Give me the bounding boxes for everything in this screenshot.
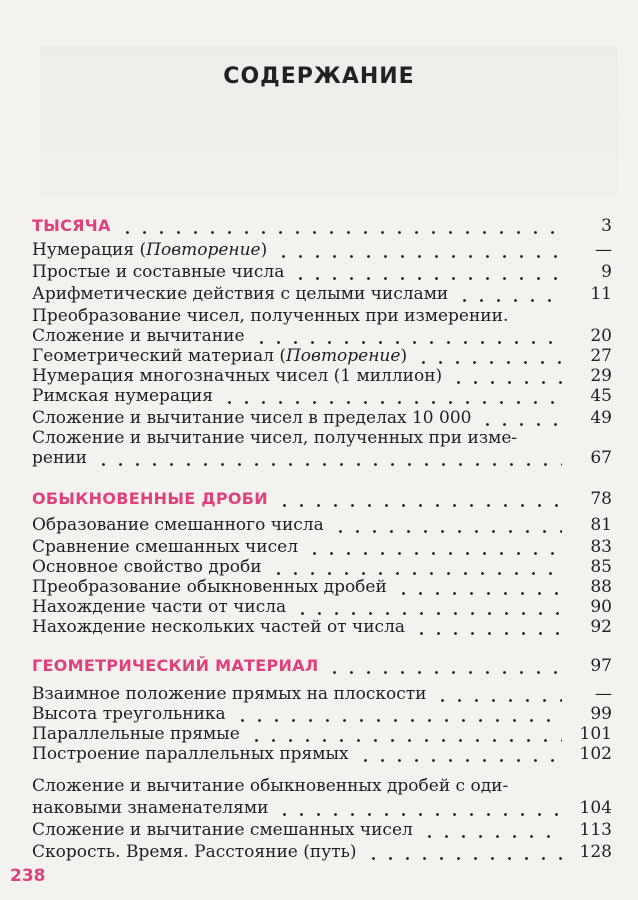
toc-entry[interactable] (32, 820, 612, 842)
leader-dots (365, 857, 562, 860)
entry-title: Нахождение части от числа (32, 597, 287, 617)
entry-page: 20 (590, 326, 612, 346)
toc-entry[interactable] (32, 798, 612, 820)
leader-dots (306, 552, 562, 555)
entry-page: 29 (590, 366, 612, 386)
entry-page: 81 (590, 515, 612, 535)
entry-title: Арифметические действия с целыми числами (32, 284, 449, 304)
leader-dots (275, 255, 562, 258)
entry-page: 85 (590, 557, 612, 577)
leader-dots (276, 813, 562, 816)
leader-dots (248, 739, 562, 742)
toc-entry[interactable] (32, 346, 612, 368)
entry-page: — (595, 684, 612, 704)
leader-dots (357, 759, 562, 762)
entry-title: Сравнение смешанных чисел (32, 537, 298, 557)
entry-title: Сложение и вычитание обыкновенных дробей с оди- (32, 776, 509, 796)
entry-title: Сложение и вычитание чисел в пределах 10 000 (32, 408, 472, 428)
leader-dots (413, 632, 562, 635)
leader-dots (415, 361, 562, 364)
entry-page: 9 (601, 262, 612, 282)
entry-title: Сложение и вычитание (32, 326, 245, 346)
toc-entry[interactable] (32, 617, 612, 639)
section-page: 97 (590, 656, 612, 676)
leader-dots (332, 530, 562, 533)
toc-entry[interactable] (32, 262, 612, 284)
toc-entry[interactable] (32, 577, 612, 599)
leader-dots (276, 504, 562, 507)
toc-entry[interactable] (32, 776, 612, 798)
leader-dots (234, 719, 562, 722)
toc-entry[interactable] (32, 326, 612, 348)
leader-dots (395, 592, 562, 595)
entry-page: 27 (590, 346, 612, 366)
toc-entry[interactable] (32, 306, 612, 328)
entry-page: 104 (579, 798, 612, 818)
toc-entry[interactable] (32, 284, 612, 306)
toc-entry[interactable] (32, 597, 612, 619)
page-title: СОДЕРЖАНИЕ (223, 64, 415, 89)
page-number: 238 (10, 866, 46, 886)
entry-title: Высота треугольника (32, 704, 226, 724)
entry-page: 102 (579, 744, 612, 764)
entry-title: Преобразование чисел, полученных при измерении. (32, 306, 509, 326)
entry-title: Римская нумерация (32, 386, 214, 406)
section-page: 78 (590, 489, 612, 509)
entry-title: Нумерация (Повторение) (32, 240, 268, 260)
section-page: 3 (601, 216, 612, 236)
section-title: ТЫСЯЧА (32, 216, 111, 235)
entry-title: Взаимное положение прямых на плоскости (32, 684, 427, 704)
leader-dots (253, 341, 562, 344)
entry-page: 49 (590, 408, 612, 428)
entry-title: наковыми знаменателями (32, 798, 269, 818)
leader-dots (456, 299, 562, 302)
leader-dots (221, 401, 562, 404)
entry-title: Нахождение нескольких частей от числа (32, 617, 406, 637)
leader-dots (479, 423, 562, 426)
section-title: ГЕОМЕТРИЧЕСКИЙ МАТЕРИАЛ (32, 656, 319, 675)
entry-title-italic: Повторение (285, 346, 401, 366)
leader-dots (119, 231, 562, 234)
toc-entry[interactable] (32, 684, 612, 706)
entry-title-italic: Повторение (146, 240, 261, 260)
leader-dots (270, 572, 562, 575)
section-title: ОБЫКНОВЕННЫЕ ДРОБИ (32, 489, 268, 508)
entry-page: 99 (590, 704, 612, 724)
toc-entry[interactable] (32, 724, 612, 746)
entry-page: 101 (579, 724, 612, 744)
entry-page: 11 (590, 284, 612, 304)
entry-page: 45 (590, 386, 612, 406)
toc-entry[interactable] (32, 366, 612, 388)
entry-page: 67 (590, 448, 612, 468)
entry-title: Параллельные прямые (32, 724, 240, 744)
entry-title: Сложение и вычитание смешанных чисел (32, 820, 413, 840)
entry-page: — (595, 240, 612, 260)
toc-entry[interactable] (32, 408, 612, 430)
entry-page: 128 (579, 842, 612, 862)
toc-entry[interactable] (32, 537, 612, 559)
entry-title: Простые и составные числа (32, 262, 285, 282)
leader-dots (326, 671, 562, 674)
entry-title: Образование смешанного числа (32, 515, 324, 535)
toc-section-heading[interactable] (32, 216, 612, 238)
entry-page: 83 (590, 537, 612, 557)
leader-dots (95, 463, 562, 466)
leader-dots (434, 699, 562, 702)
toc-section-heading[interactable] (32, 656, 612, 678)
entry-title: Преобразование обыкновенных дробей (32, 577, 387, 597)
entry-title: Геометрический материал (Повторение) (32, 346, 408, 366)
toc-entry[interactable] (32, 704, 612, 726)
toc-entry[interactable] (32, 240, 612, 262)
toc-entry[interactable] (32, 386, 612, 408)
leader-dots (292, 277, 562, 280)
toc-entry[interactable] (32, 448, 612, 470)
entry-title: рении (32, 448, 87, 468)
leader-dots (294, 612, 562, 615)
toc-entry[interactable] (32, 842, 612, 864)
toc-entry[interactable] (32, 557, 612, 579)
leader-dots (450, 381, 562, 384)
entry-title: Построение параллельных прямых (32, 744, 349, 764)
entry-page: 88 (590, 577, 612, 597)
entry-title: Сложение и вычитание чисел, полученных при изме- (32, 428, 518, 448)
entry-page: 90 (590, 597, 612, 617)
entry-page: 113 (579, 820, 612, 840)
toc-entry[interactable] (32, 744, 612, 766)
toc-entry[interactable] (32, 515, 612, 537)
entry-title: Основное свойство дроби (32, 557, 262, 577)
leader-dots (421, 835, 562, 838)
entry-page: 92 (590, 617, 612, 637)
toc-section-heading[interactable] (32, 489, 612, 511)
entry-title: Скорость. Время. Расстояние (путь) (32, 842, 357, 862)
toc-entry[interactable] (32, 428, 612, 450)
entry-title: Нумерация многозначных чисел (1 миллион) (32, 366, 443, 386)
